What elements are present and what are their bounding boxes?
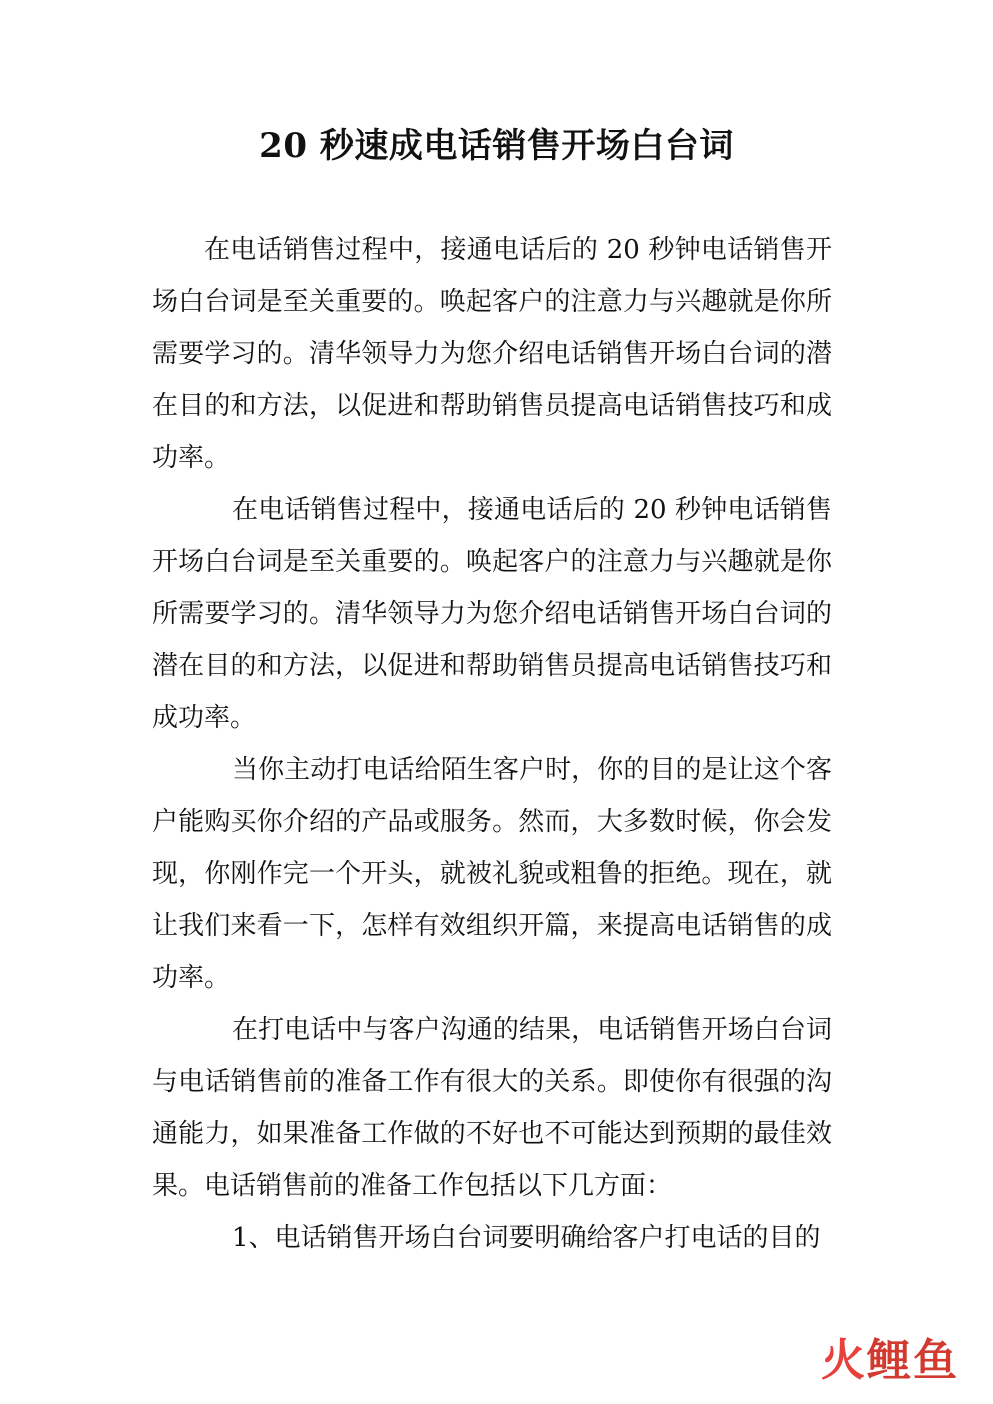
document-title: 20 秒速成电话销售开场白台词 (259, 126, 734, 166)
watermark-text (821, 1332, 959, 1390)
watermark-fire: 火 (821, 1335, 867, 1386)
paragraph-3: 当你主动打电话给陌生客户时，你的目的是让这个客户能购买你介绍的产品或服务。然而，大多数时候，你会发现，你刚作完一个开头，就被礼貌或粗鲁的拒绝。现在，就让我们来看一下，怎样有效组织开篇，来提高电话销售的成功率。 (152, 755, 832, 993)
paragraph-5: 1、电话销售开场白台词要明确给客户打电话的目的 (232, 1223, 821, 1253)
paragraph-1: 在电话销售过程中，接通电话后的 20 秒钟电话销售开场白台词是至关重要的。唤起客户的注意力与兴趣就是你所需要学习的。清华领导力为您介绍电话销售开场白台词的潜在目的和方法，以促进和帮助销售员提高电话销售技巧和成功率。 (152, 235, 832, 473)
watermark-rest: 鲤鱼 (867, 1335, 959, 1386)
paragraph-4: 在打电话中与客户沟通的结果，电话销售开场白台词与电话销售前的准备工作有很大的关系。即使你有很强的沟通能力，如果准备工作做的不好也不可能达到预期的最佳效果。电话销售前的准备工作包括以下几方面： (152, 1015, 832, 1201)
document-body (152, 224, 832, 1264)
paragraph-2: 在电话销售过程中，接通电话后的 20 秒钟电话销售开场白台词是至关重要的。唤起客户的注意力与兴趣就是你所需要学习的。清华领导力为您介绍电话销售开场白台词的潜在目的和方法，以促进和帮助销售员提高电话销售技巧和成功率。 (152, 495, 832, 733)
watermark-logo (821, 1332, 971, 1390)
